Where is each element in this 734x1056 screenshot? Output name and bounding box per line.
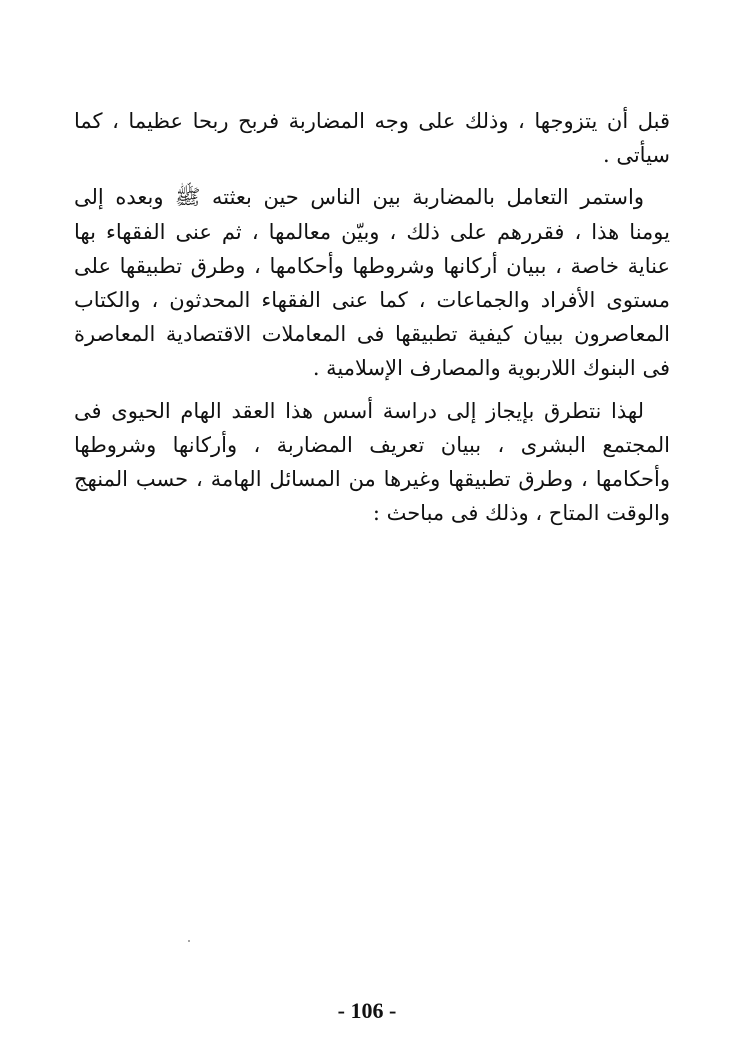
body-text	[74, 104, 670, 538]
paragraph-2: واستمر التعامل بالمضاربة بين الناس حين بعثته ﷺ وبعده إلى يومنا هذا ، فقررهم على ذلك ، وبيّن معالمها ، ثم عنى الفقهاء بها عناية خاصة ، ببيان أركانها وشروطها وأحكامها ، وطرق تطبيقها على مستوى الأفراد والجماعات ، كما عنى الفقهاء المحدثون ، والكتاب المعاصرون ببيان كيفية تطبيقها فى المعاملات الاقتصادية المعاصرة فى البنوك اللاربوية والمصارف الإسلامية .	[74, 185, 670, 381]
paragraph-1: قبل أن يتزوجها ، وذلك على وجه المضاربة فربح ربحا عظيما ، كما سيأتى .	[74, 109, 670, 168]
paragraph-3: لهذا نتطرق بإيجاز إلى دراسة أسس هذا العقد الهام الحيوى فى المجتمع البشرى ، ببيان تعريف المضاربة ، وأركانها وشروطها وأحكامها ، وطرق تطبيقها وغيرها من المسائل الهامة ، حسب المنهج والوقت المتاح ، وذلك فى مباحث :	[74, 398, 670, 526]
page-number: - 106 -	[337, 998, 397, 1023]
scan-speck	[188, 940, 190, 942]
